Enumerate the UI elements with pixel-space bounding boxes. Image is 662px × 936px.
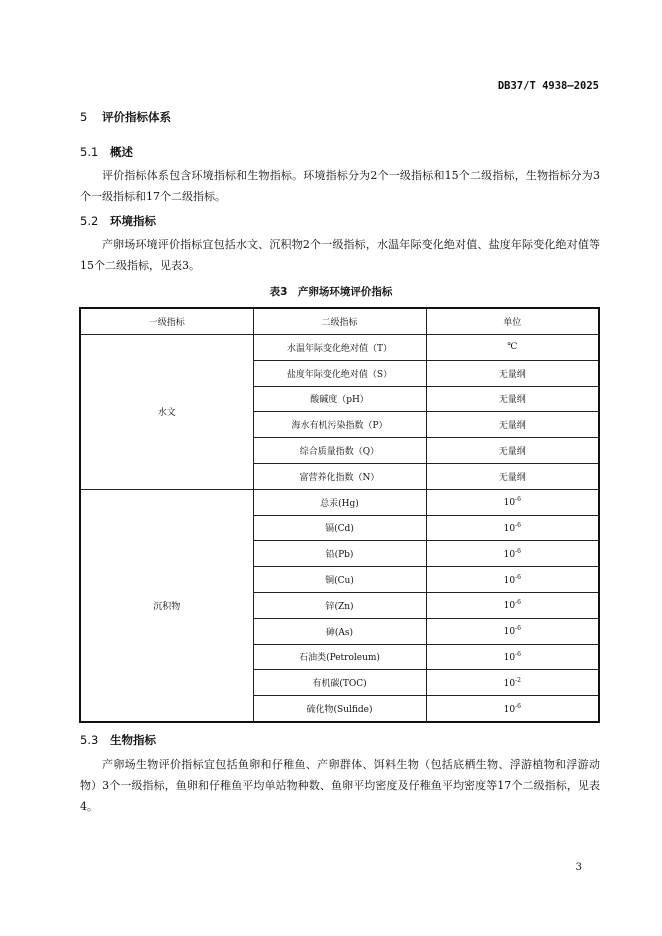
section-5-1-paragraph: 评价指标体系包含环境指标和生物指标。环境指标分为2个一级指标和15个二级指标，生物指标分为3个一级指标和17个二级指标。 [80, 169, 600, 203]
header-level2: 二级指标 [253, 308, 426, 335]
level2-indicator-cell: 综合质量指数（Q） [253, 438, 426, 464]
unit-cell: 无量纲 [426, 412, 599, 438]
unit-cell [426, 670, 599, 696]
section-5-2-heading [80, 213, 156, 229]
unit-cell [426, 592, 599, 618]
level1-indicator-cell: 沉积物 [80, 489, 253, 722]
section-5-3-paragraph: 产卵场生物评价指标宜包括鱼卵和仔稚鱼、产卵群体、饵料生物（包括底栖生物、浮游植物和浮游动物）3个一级指标，鱼卵和仔稚鱼平均单站物种数、鱼卵平均密度及仔稚鱼平均密度等17个二级指标，见表4。 [80, 758, 600, 813]
level2-indicator-cell: 富营养化指数（N） [253, 463, 426, 489]
unit-exponent: -6 [515, 599, 521, 607]
unit-cell: 无量纲 [426, 360, 599, 386]
level2-indicator-cell: 水温年际变化绝对值（T） [253, 335, 426, 361]
section-title: 概述 [110, 145, 133, 159]
unit-exponent: -6 [515, 702, 521, 710]
table-caption: 表3 产卵场环境评价指标 [269, 286, 393, 298]
unit-cell [426, 644, 599, 670]
section-5-heading [80, 109, 171, 125]
section-5-1-heading [80, 144, 133, 160]
level2-indicator-cell: 铅(Pb) [253, 541, 426, 567]
unit-base: 10 [503, 678, 516, 689]
level2-indicator-cell: 硫化物(Sulfide) [253, 696, 426, 722]
unit-base: 10 [503, 704, 516, 715]
level2-indicator-cell: 锌(Zn) [253, 592, 426, 618]
unit-cell: 无量纲 [426, 386, 599, 412]
document-id: DB37/T 4938—2025 [497, 80, 599, 92]
level2-indicator-cell: 砷(As) [253, 618, 426, 644]
section-5-3-heading [80, 732, 156, 748]
table-row [80, 489, 599, 515]
level2-indicator-cell: 海水有机污染指数（P） [253, 412, 426, 438]
unit-cell [426, 696, 599, 722]
environment-indicator-table [79, 307, 600, 723]
section-number: 5 [80, 110, 88, 124]
section-number: 5.3 [80, 733, 99, 747]
level2-indicator-cell: 镉(Cd) [253, 515, 426, 541]
unit-exponent: -6 [515, 547, 521, 555]
unit-cell [426, 541, 599, 567]
unit-exponent: -6 [515, 650, 521, 658]
unit-base: 10 [503, 601, 516, 612]
unit-base: 10 [503, 575, 516, 586]
unit-cell [426, 489, 599, 515]
unit-base: 10 [503, 627, 516, 638]
unit-base: 10 [503, 498, 516, 509]
page-number: 3 [575, 862, 582, 873]
level2-indicator-cell: 盐度年际变化绝对值（S） [253, 360, 426, 386]
unit-cell [426, 567, 599, 593]
unit-cell: 无量纲 [426, 463, 599, 489]
table-row [80, 335, 599, 361]
header-unit: 单位 [426, 308, 599, 335]
section-title: 评价指标体系 [102, 110, 171, 124]
unit-cell [426, 515, 599, 541]
unit-cell: ℃ [426, 335, 599, 361]
table-header-row [80, 308, 599, 335]
unit-base: 10 [503, 652, 516, 663]
level2-indicator-cell: 总汞(Hg) [253, 489, 426, 515]
unit-exponent: -6 [515, 625, 521, 633]
level2-indicator-cell: 铜(Cu) [253, 567, 426, 593]
header-level1: 一级指标 [80, 308, 253, 335]
section-title: 生物指标 [110, 733, 156, 747]
unit-cell: 无量纲 [426, 438, 599, 464]
unit-exponent: -6 [515, 521, 521, 529]
unit-exponent: -6 [515, 496, 521, 504]
section-number: 5.1 [80, 145, 99, 159]
unit-cell [426, 618, 599, 644]
unit-base: 10 [503, 523, 516, 534]
level2-indicator-cell: 酸碱度（pH） [253, 386, 426, 412]
level1-indicator-cell: 水文 [80, 335, 253, 490]
level2-indicator-cell: 石油类(Petroleum) [253, 644, 426, 670]
section-5-2-paragraph: 产卵场环境评价指标宜包括水文、沉积物2个一级指标，水温年际变化绝对值、盐度年际变化绝对值等15个二级指标，见表3。 [80, 238, 600, 272]
unit-base: 10 [503, 549, 516, 560]
section-number: 5.2 [80, 214, 99, 228]
level2-indicator-cell: 有机碳(TOC) [253, 670, 426, 696]
unit-exponent: -2 [515, 676, 521, 684]
section-title: 环境指标 [110, 214, 156, 228]
unit-exponent: -6 [515, 573, 521, 581]
